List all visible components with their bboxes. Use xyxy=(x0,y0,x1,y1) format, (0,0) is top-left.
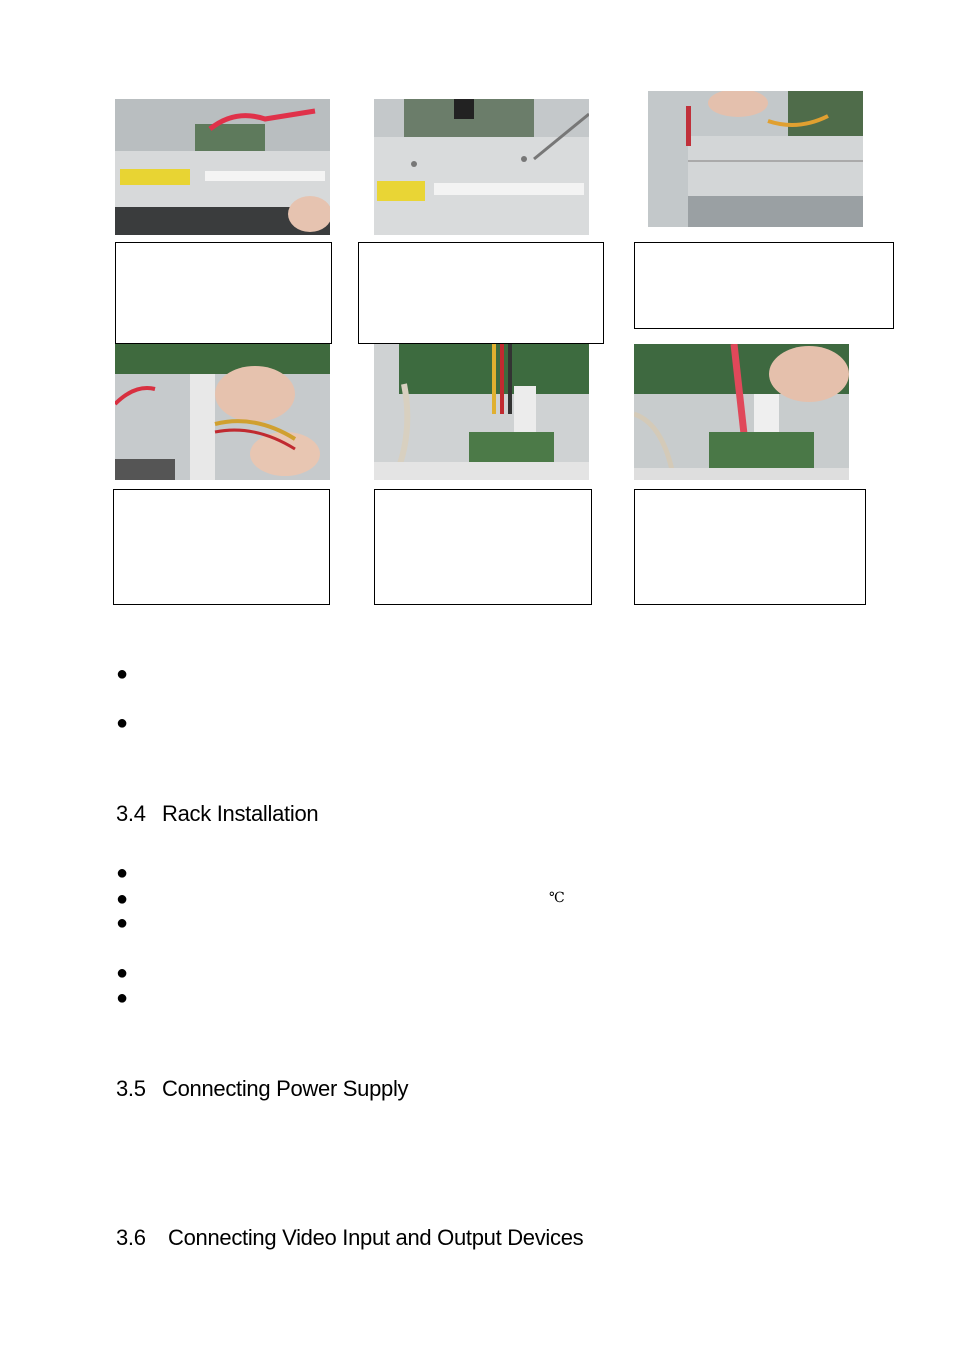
photo-hdd-bracket-screwdriver xyxy=(374,99,589,235)
caption-box-2 xyxy=(358,242,604,344)
section-number: 3.4 xyxy=(116,801,146,826)
caption-box-1 xyxy=(115,242,332,344)
photo-hdd-bracket-screw-fix xyxy=(648,91,863,227)
section-number: 3.6 xyxy=(116,1225,146,1250)
bullet: ● xyxy=(116,862,129,884)
section-heading-rack-installation xyxy=(116,801,318,827)
caption-box-3 xyxy=(634,242,894,329)
caption-box-5 xyxy=(374,489,592,605)
bullet: ● xyxy=(116,987,129,1009)
section-number: 3.5 xyxy=(116,1076,146,1101)
photo-connect-power-cable xyxy=(374,344,589,480)
caption-box-6 xyxy=(634,489,866,605)
bullet: ● xyxy=(116,663,129,685)
bullet: ● xyxy=(116,912,129,934)
bullet: ● xyxy=(116,712,129,734)
caption-box-4 xyxy=(113,489,330,605)
photo-hdd-bracket-sata xyxy=(115,99,330,235)
photo-connect-data-cable xyxy=(115,344,330,480)
degree-celsius-symbol: ℃ xyxy=(549,890,565,906)
section-heading-connecting-video-devices xyxy=(116,1225,583,1251)
photo-connect-sata-cable xyxy=(634,344,849,480)
section-title: Rack Installation xyxy=(162,801,319,826)
section-title: Connecting Video Input and Output Devices xyxy=(168,1225,584,1250)
bullet: ● xyxy=(116,888,129,910)
section-title: Connecting Power Supply xyxy=(162,1076,409,1101)
bullet: ● xyxy=(116,962,129,984)
section-heading-connecting-power-supply xyxy=(116,1076,408,1102)
